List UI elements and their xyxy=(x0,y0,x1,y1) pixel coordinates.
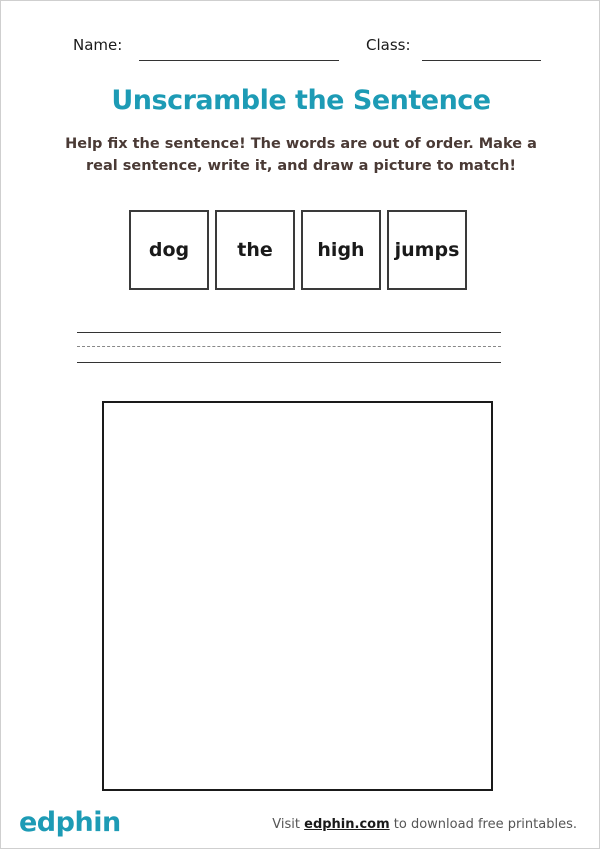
footer-visit: Visit xyxy=(272,817,305,832)
worksheet-title: Unscramble the Sentence xyxy=(111,85,491,116)
word-card-2: the xyxy=(215,210,295,290)
name-write-line[interactable] xyxy=(139,60,339,61)
word-card-3: high xyxy=(301,210,381,290)
footer-rest: to download free printables. xyxy=(389,817,577,832)
word-cards xyxy=(129,210,467,290)
footer-link[interactable]: edphin.com xyxy=(304,817,390,832)
instructions-text: Help fix the sentence! The words are out of order. Make a real sentence, write it, and draw a picture to match! xyxy=(65,136,537,174)
writing-line-top[interactable] xyxy=(77,332,501,333)
name-label: Name: xyxy=(73,36,123,54)
footer-text xyxy=(272,817,577,832)
class-label: Class: xyxy=(366,36,411,54)
drawing-box[interactable] xyxy=(102,401,493,791)
class-write-line[interactable] xyxy=(422,60,541,61)
writing-line-bottom[interactable] xyxy=(77,362,501,363)
word-card-4: jumps xyxy=(387,210,467,290)
edphin-logo: edphin xyxy=(19,807,121,838)
writing-line-mid[interactable] xyxy=(77,346,501,347)
word-card-1: dog xyxy=(129,210,209,290)
